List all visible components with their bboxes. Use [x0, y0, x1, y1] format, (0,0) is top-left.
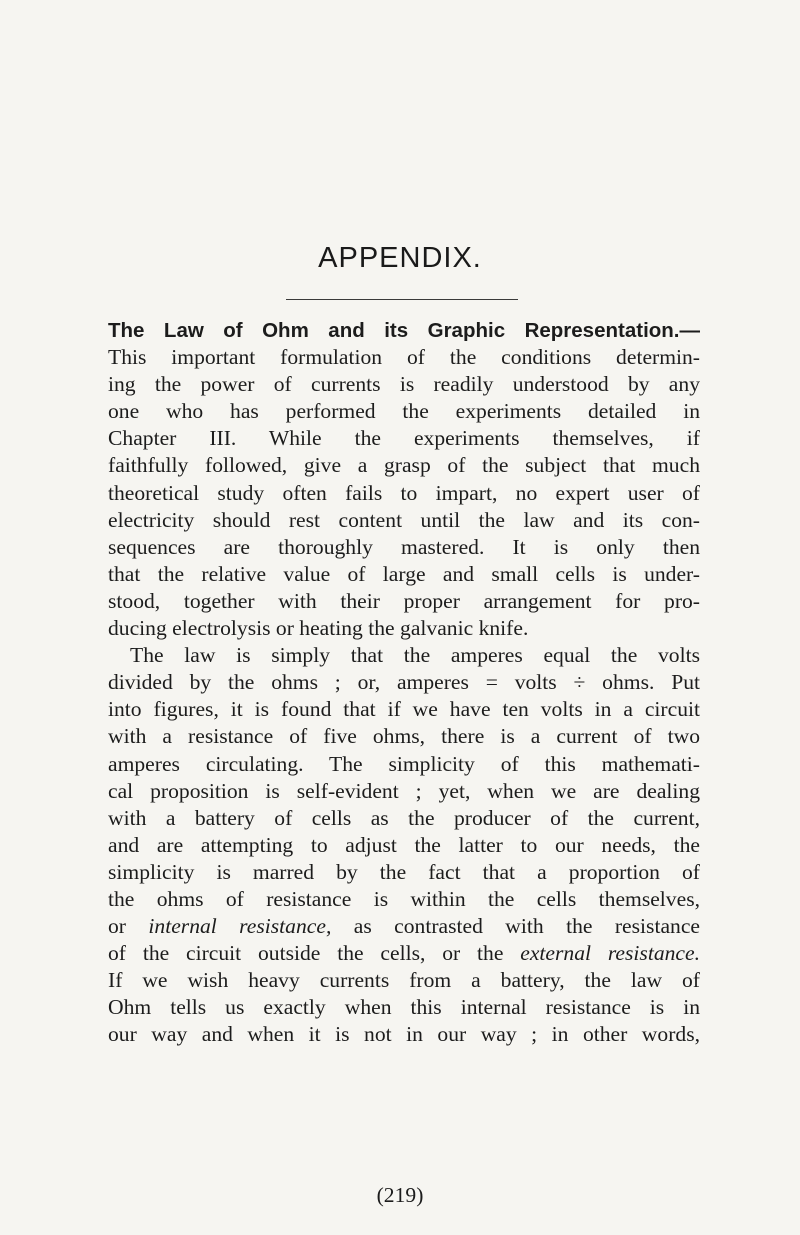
- text-line-5: Chapter III. While the experiments themselves, if: [108, 426, 700, 451]
- page-heading: APPENDIX.: [318, 242, 482, 274]
- body-text: [108, 317, 700, 1049]
- section-title: The Law of Ohm and its Graphic Representation.—: [108, 319, 700, 342]
- text-line-10: that the relative value of large and small cells is under-: [108, 561, 700, 586]
- text-line-23-prefix: or: [108, 914, 149, 939]
- text-line-25: If we wish heavy currents from a battery, the law of: [108, 968, 700, 993]
- text-line-1: [108, 317, 700, 344]
- text-line-26: Ohm tells us exactly when this internal resistance is in: [108, 995, 700, 1020]
- text-line-14: divided by the ohms ; or, amperes = volts ÷ ohms. Put: [108, 670, 700, 695]
- text-line-23: [108, 913, 700, 940]
- text-line-4: one who has performed the experiments detailed in: [108, 399, 700, 424]
- text-line-15: into figures, it is found that if we have ten volts in a circuit: [108, 697, 700, 722]
- text-line-23-rest: as contrasted with the resistance: [353, 914, 700, 939]
- text-line-6: faithfully followed, give a grasp of the subject that much: [108, 453, 700, 478]
- text-line-20: and are attempting to adjust the latter to our needs, the: [108, 832, 700, 857]
- text-line-12: ducing electrolysis or heating the galvanic knife.: [108, 616, 529, 641]
- text-line-22: the ohms of resistance is within the cells themselves,: [108, 886, 700, 911]
- text-line-11: stood, together with their proper arrangement for pro-: [108, 588, 700, 613]
- text-line-16: with a resistance of five ohms, there is a current of two: [108, 724, 700, 749]
- text-line-9: sequences are thoroughly mastered. It is only then: [108, 534, 700, 559]
- text-line-3: ing the power of currents is readily understood by any: [108, 372, 700, 397]
- text-line-24: [108, 940, 700, 967]
- text-line-18: cal proposition is self-evident ; yet, when we are dealing: [108, 778, 700, 803]
- external-resistance-term: external resistance.: [520, 941, 700, 966]
- internal-resistance-term: internal resistance,: [148, 914, 332, 939]
- text-line-2: This important formulation of the conditions determin-: [108, 345, 700, 370]
- text-line-7: theoretical study often fails to impart, no expert user of: [108, 480, 700, 505]
- text-line-13: The law is simply that the amperes equal the volts: [130, 643, 700, 668]
- heading-rule: [286, 299, 518, 300]
- text-line-24-start: of the circuit outside the cells, or the: [108, 941, 504, 966]
- text-line-8: electricity should rest content until the law and its con-: [108, 507, 700, 532]
- text-line-21: simplicity is marred by the fact that a proportion of: [108, 859, 700, 884]
- text-line-27: our way and when it is not in our way ; in other words,: [108, 1022, 700, 1047]
- page-number: (219): [376, 1183, 424, 1207]
- text-line-17: amperes circulating. The simplicity of this mathemati-: [108, 751, 700, 776]
- text-line-19: with a battery of cells as the producer of the current,: [108, 805, 700, 830]
